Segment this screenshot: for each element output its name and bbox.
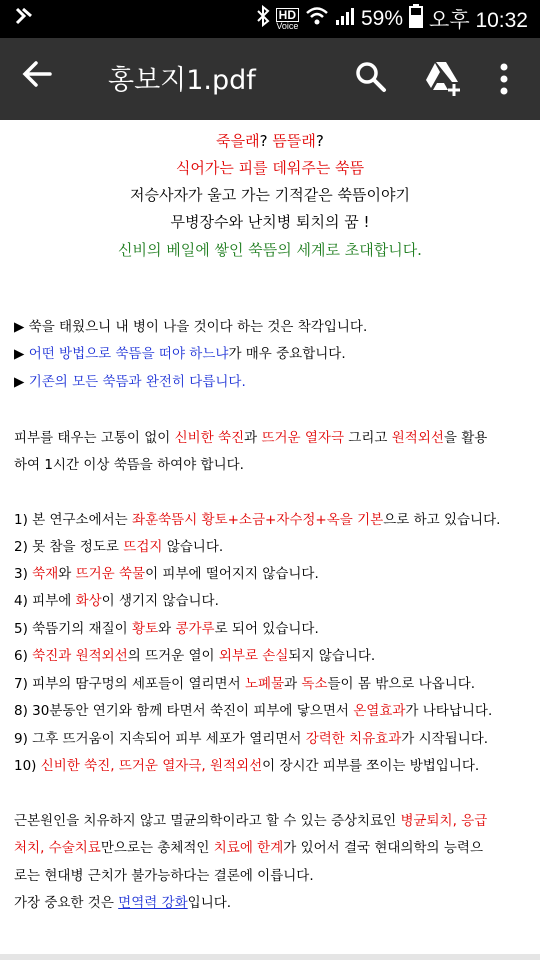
paragraph-1-line-1: 피부를 태우는 고통이 없이 신비한 쑥진과 뜨거운 열자극 그리고 원적외선을 활용 bbox=[14, 430, 488, 446]
heading-line-5: 신비의 베일에 쌓인 쑥뜸의 세계로 초대합니다. bbox=[118, 241, 422, 259]
back-arrow-icon[interactable] bbox=[20, 56, 56, 92]
signal-icon bbox=[335, 6, 355, 32]
add-to-drive-icon[interactable] bbox=[424, 60, 464, 96]
search-icon[interactable] bbox=[354, 60, 388, 94]
heading-line-2: 식어가는 피를 데워주는 쑥뜸 bbox=[175, 159, 365, 177]
paragraph-1-line-2: 하여 1시간 이상 쑥뜸을 하여야 합니다. bbox=[14, 457, 244, 473]
list-item-3: 3) 쑥재와 뜨거운 쑥물이 피부에 떨어지지 않습니다. bbox=[14, 566, 319, 582]
immunity-link[interactable]: 면역력 강화 bbox=[118, 895, 188, 911]
hd-voice-icon: HD Voice bbox=[276, 7, 299, 31]
app-bar bbox=[0, 38, 540, 120]
list-item-4: 4) 피부에 화상이 생기지 않습니다. bbox=[14, 593, 219, 609]
list-item-2: 2) 못 참을 정도로 뜨겁지 않습니다. bbox=[14, 539, 224, 555]
page-bottom-divider bbox=[0, 954, 540, 960]
heading-line-4: 무병장수와 난치병 퇴치의 꿈 ! bbox=[170, 213, 370, 231]
paragraph-2-line-4: 가장 중요한 것은 면역력 강화입니다. bbox=[14, 895, 232, 911]
bluetooth-icon bbox=[256, 5, 270, 33]
bullet-2: ▶ 어떤 방법으로 쑥뜸을 떠야 하느냐가 매우 중요합니다. bbox=[14, 346, 346, 362]
heading-line-1: 죽을래? 뜸뜰래? bbox=[216, 132, 324, 150]
pdf-page[interactable] bbox=[0, 120, 540, 960]
wifi-icon bbox=[305, 6, 329, 32]
list-item-6: 6) 쑥진과 원적외선의 뜨거운 열이 외부로 손실되지 않습니다. bbox=[14, 648, 376, 664]
list-item-9: 9) 그후 뜨거움이 지속되어 피부 세포가 열리면서 강력한 치유효과가 시작됩니다. bbox=[14, 731, 489, 747]
status-bar bbox=[0, 0, 540, 38]
list-item-10: 10) 신비한 쑥진, 뜨거운 열자극, 원적외선이 장시간 피부를 쪼이는 방법입니다. bbox=[14, 758, 480, 774]
list-item-7: 7) 피부의 땀구멍의 세포들이 열리면서 노폐물과 독소들이 몸 밖으로 나옵니다. bbox=[14, 676, 476, 692]
notification-icon bbox=[14, 6, 34, 31]
list-item-5: 5) 쑥뜸기의 재질이 황토와 콩가루로 되어 있습니다. bbox=[14, 621, 319, 637]
paragraph-2-line-2: 처치, 수술치료만으로는 총체적인 치료에 한계가 있어서 결국 현대의학의 능력으 bbox=[14, 840, 484, 856]
paragraph-2-line-1: 근본원인을 치유하지 않고 멸균의학이라고 할 수 있는 증상치료인 병균퇴치, 응급 bbox=[14, 813, 488, 829]
bullet-3: ▶ 기존의 모든 쑥뜸과 완전히 다릅니다. bbox=[14, 374, 246, 390]
list-item-8: 8) 30분동안 연기와 함께 타면서 쑥진이 피부에 닿으면서 온열효과가 나타납니다. bbox=[14, 703, 493, 719]
list-item-1: 1) 본 연구소에서는 좌훈쑥뜸시 황토+소금+자수정+옥을 기본으로 하고 있습니다. bbox=[14, 512, 501, 528]
battery-icon bbox=[409, 4, 423, 34]
battery-level: 59% bbox=[361, 7, 404, 30]
heading-line-3: 저승사자가 울고 가는 기적같은 쑥뜸이야기 bbox=[130, 186, 410, 204]
clock: 오후 10:32 bbox=[429, 9, 528, 32]
more-options-icon[interactable] bbox=[498, 62, 510, 96]
paragraph-2-line-3: 로는 현대병 근치가 불가능하다는 결론에 이릅니다. bbox=[14, 868, 314, 884]
bullet-1: ▶ 쑥을 태웠으니 내 병이 나을 것이다 하는 것은 착각입니다. bbox=[14, 319, 368, 335]
document-title: 홍보지1.pdf bbox=[108, 65, 256, 96]
